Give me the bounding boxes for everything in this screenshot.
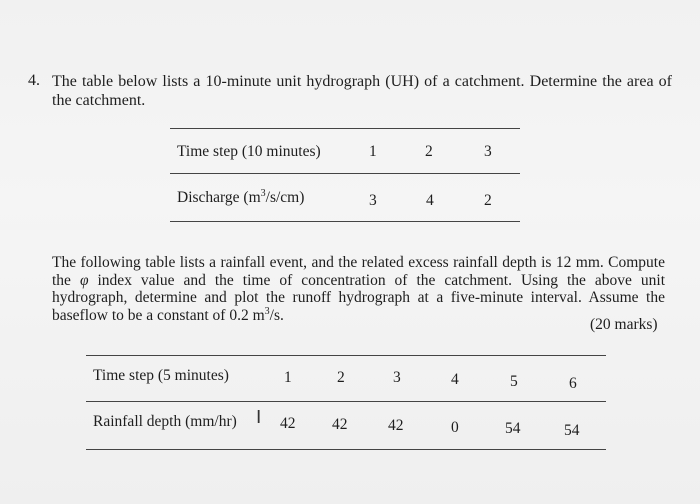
uh-table-top-rule [170, 128, 520, 129]
question-paragraph: The following table lists a rainfall event, and the related excess rainfall depth is 12 mm. Compute the φ index value and the time of concentration of the catchment. Using the above unit hydrograph, determine and plot the runoff hydrograph at a five-minute interval. Assume the baseflow to be a constant of 0.2 $m^3/s$. [52, 254, 665, 324]
rain-row1-label: Time step (5 minutes) [93, 367, 229, 384]
uh-table-mid-rule [170, 173, 520, 174]
uh-row1-cell: 2 [425, 143, 433, 160]
phi-symbol: φ [79, 271, 89, 289]
text-cursor-icon: I [256, 407, 262, 428]
uh-row2-cell: 4 [426, 192, 434, 209]
rain-table-mid-rule [86, 401, 606, 402]
marks-label: (20 marks) [590, 316, 658, 333]
rain-row2-cell: 42 [332, 416, 348, 433]
uh-row1-cell: 1 [369, 143, 377, 160]
rain-row2-label: Rainfall depth (mm/hr) [93, 413, 237, 430]
rain-row1-cell: 6 [569, 375, 577, 392]
rain-row1-cell: 1 [284, 369, 292, 386]
rain-row2-cell: 0 [451, 419, 459, 436]
rain-row2-cell: 42 [280, 415, 296, 432]
rain-row1-cell: 5 [510, 373, 518, 390]
rain-table-bottom-rule [86, 449, 606, 450]
question-number: 4. [28, 72, 40, 89]
rain-row2-cell: 42 [388, 417, 404, 434]
uh-row2-cell: 3 [369, 192, 377, 209]
rain-row1-cell: 2 [337, 369, 345, 386]
rain-row1-cell: 4 [451, 371, 459, 388]
uh-row1-cell: 3 [484, 143, 492, 160]
rain-table-top-rule [86, 355, 606, 356]
uh-row2-label: Discharge $(m^3/s/cm)$ [177, 187, 305, 206]
uh-table-bottom-rule [170, 221, 520, 222]
uh-row1-label: Time step (10 minutes) [177, 143, 321, 160]
rain-row1-cell: 3 [393, 369, 401, 386]
question-intro: The table below lists a 10-minute unit hydrograph (UH) of a catchment. Determine the area of the catchment. [52, 73, 672, 109]
uh-row2-cell: 2 [484, 192, 492, 209]
rain-row2-cell: 54 [564, 422, 580, 439]
rain-row2-cell: 54 [505, 420, 521, 437]
